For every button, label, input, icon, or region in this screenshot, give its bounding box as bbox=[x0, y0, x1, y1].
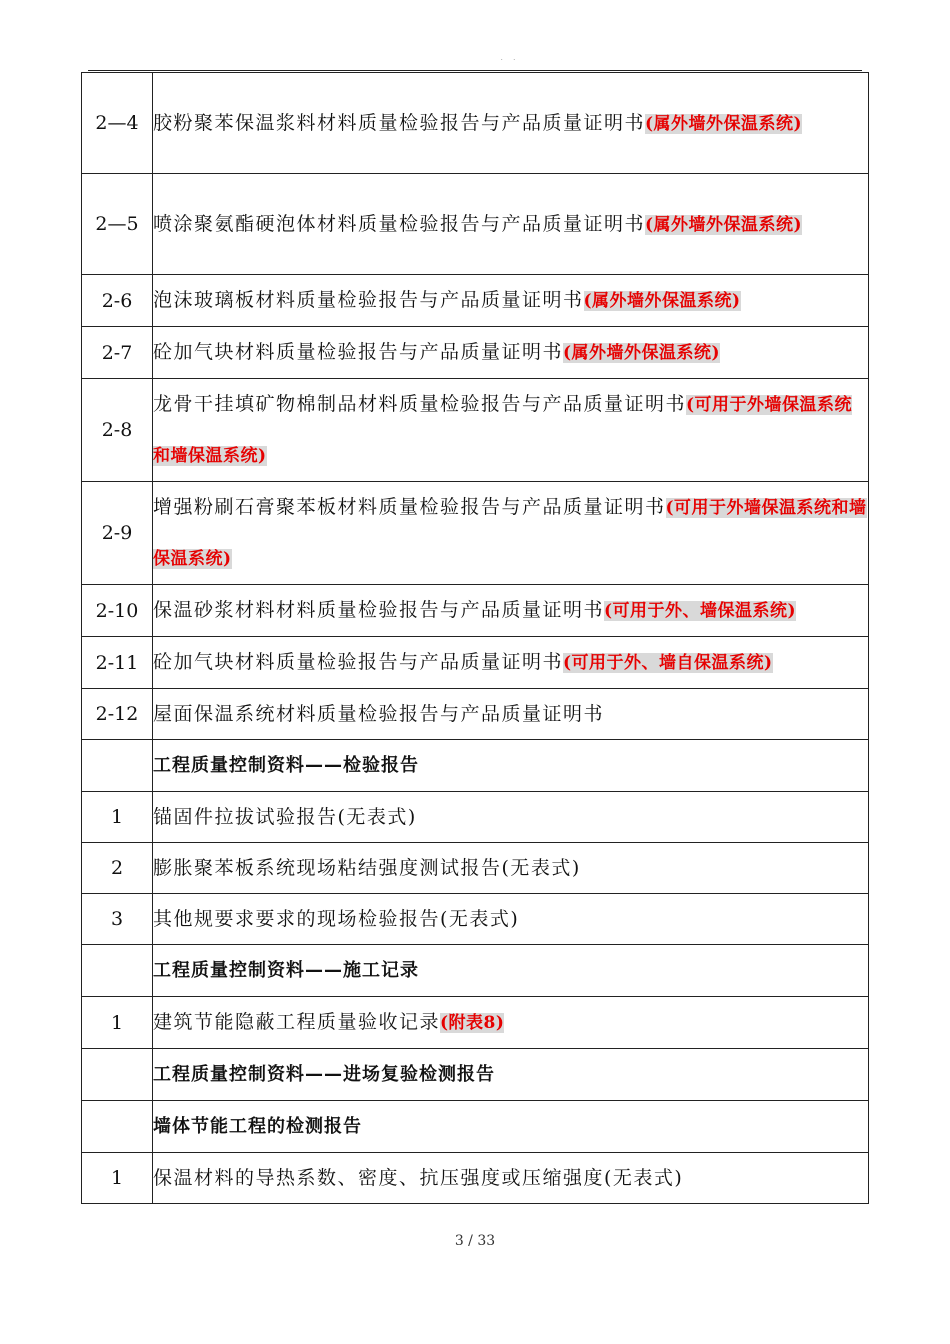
item-note: (附表8) bbox=[440, 1013, 505, 1033]
row-number bbox=[82, 1101, 153, 1153]
header-rule bbox=[88, 70, 862, 71]
row-content bbox=[153, 379, 869, 482]
item-text: 其他规要求要求的现场检验报告(无表式) bbox=[153, 908, 520, 930]
section-row bbox=[82, 945, 869, 997]
table-row bbox=[82, 275, 869, 327]
row-content bbox=[153, 1049, 869, 1101]
row-content bbox=[153, 637, 869, 689]
section-row bbox=[82, 1101, 869, 1153]
row-number: 2-10 bbox=[82, 585, 153, 637]
row-number: 2—5 bbox=[82, 174, 153, 275]
item-text: 锚固件拉拔试验报告(无表式) bbox=[153, 806, 417, 828]
section-title: 工程质量控制资料——进场复验检测报告 bbox=[153, 1064, 495, 1085]
item-text: 保温砂浆材料材料质量检验报告与产品质量证明书 bbox=[153, 599, 605, 621]
table-row bbox=[82, 637, 869, 689]
item-text: 膨胀聚苯板系统现场粘结强度测试报告(无表式) bbox=[153, 857, 581, 879]
table-row bbox=[82, 894, 869, 945]
section-title: 工程质量控制资料——检验报告 bbox=[153, 755, 419, 776]
item-note: (可用于外、墙自保温系统) bbox=[563, 653, 773, 673]
item-note: (可用于外墙保温系统和墙保温系统) bbox=[153, 498, 867, 569]
item-text: 砼加气块材料质量检验报告与产品质量证明书 bbox=[153, 651, 564, 673]
item-text: 龙骨干挂填矿物棉制品材料质量检验报告与产品质量证明书 bbox=[153, 393, 687, 415]
table-body bbox=[82, 73, 869, 1204]
row-number: 2-6 bbox=[82, 275, 153, 327]
row-content bbox=[153, 1153, 869, 1204]
item-text: 建筑节能隐蔽工程质量验收记录 bbox=[153, 1011, 441, 1033]
row-content bbox=[153, 482, 869, 585]
row-number bbox=[82, 1049, 153, 1101]
row-content bbox=[153, 740, 869, 792]
item-note: (属外墙外保温系统) bbox=[645, 214, 803, 235]
row-content bbox=[153, 843, 869, 894]
item-text: 泡沫玻璃板材料质量检验报告与产品质量证明书 bbox=[153, 289, 584, 311]
row-number: 2-8 bbox=[82, 379, 153, 482]
row-content bbox=[153, 585, 869, 637]
row-content bbox=[153, 894, 869, 945]
row-number: 3 bbox=[82, 894, 153, 945]
table-row bbox=[82, 792, 869, 843]
row-content bbox=[153, 73, 869, 174]
table-row bbox=[82, 585, 869, 637]
row-number: 2 bbox=[82, 843, 153, 894]
row-number: 1 bbox=[82, 997, 153, 1049]
item-note: (属外墙外保温系统) bbox=[645, 113, 803, 134]
table-row bbox=[82, 997, 869, 1049]
row-number: 2-7 bbox=[82, 327, 153, 379]
row-number: 1 bbox=[82, 1153, 153, 1204]
row-content bbox=[153, 792, 869, 843]
row-content bbox=[153, 997, 869, 1049]
table-row bbox=[82, 482, 869, 585]
table-row bbox=[82, 1153, 869, 1204]
row-content bbox=[153, 327, 869, 379]
item-note: (属外墙外保温系统) bbox=[563, 343, 721, 363]
item-text: 增强粉刷石膏聚苯板材料质量检验报告与产品质量证明书 bbox=[153, 496, 666, 518]
section-title: 工程质量控制资料——施工记录 bbox=[153, 960, 419, 981]
row-content bbox=[153, 689, 869, 740]
section-title: 墙体节能工程的检测报告 bbox=[153, 1116, 362, 1137]
row-number: 2-9 bbox=[82, 482, 153, 585]
row-number bbox=[82, 945, 153, 997]
table-row bbox=[82, 379, 869, 482]
header-mark: · · bbox=[500, 56, 520, 64]
item-text: 屋面保温系统材料质量检验报告与产品质量证明书 bbox=[153, 703, 605, 725]
item-note: (可用于外墙保温系统和墙保温系统) bbox=[153, 395, 853, 466]
item-text: 喷涂聚氨酯硬泡体材料质量检验报告与产品质量证明书 bbox=[153, 212, 646, 235]
table-row bbox=[82, 73, 869, 174]
item-text: 胶粉聚苯保温浆料材料质量检验报告与产品质量证明书 bbox=[153, 111, 646, 134]
table-row bbox=[82, 843, 869, 894]
page-number: 3 / 33 bbox=[454, 1233, 496, 1249]
row-number: 2-11 bbox=[82, 637, 153, 689]
table-row bbox=[82, 689, 869, 740]
document-table bbox=[81, 72, 869, 1204]
row-number bbox=[82, 740, 153, 792]
row-content bbox=[153, 945, 869, 997]
section-row bbox=[82, 1049, 869, 1101]
section-row bbox=[82, 740, 869, 792]
row-number: 2-12 bbox=[82, 689, 153, 740]
item-note: (可用于外、墙保温系统) bbox=[604, 601, 797, 621]
item-text: 砼加气块材料质量检验报告与产品质量证明书 bbox=[153, 341, 564, 363]
item-text: 保温材料的导热系数、密度、抗压强度或压缩强度(无表式) bbox=[153, 1167, 684, 1189]
row-content bbox=[153, 174, 869, 275]
table-row bbox=[82, 174, 869, 275]
row-content bbox=[153, 1101, 869, 1153]
table-row bbox=[82, 327, 869, 379]
row-number: 1 bbox=[82, 792, 153, 843]
row-number: 2—4 bbox=[82, 73, 153, 174]
item-note: (属外墙外保温系统) bbox=[583, 291, 741, 311]
row-content bbox=[153, 275, 869, 327]
